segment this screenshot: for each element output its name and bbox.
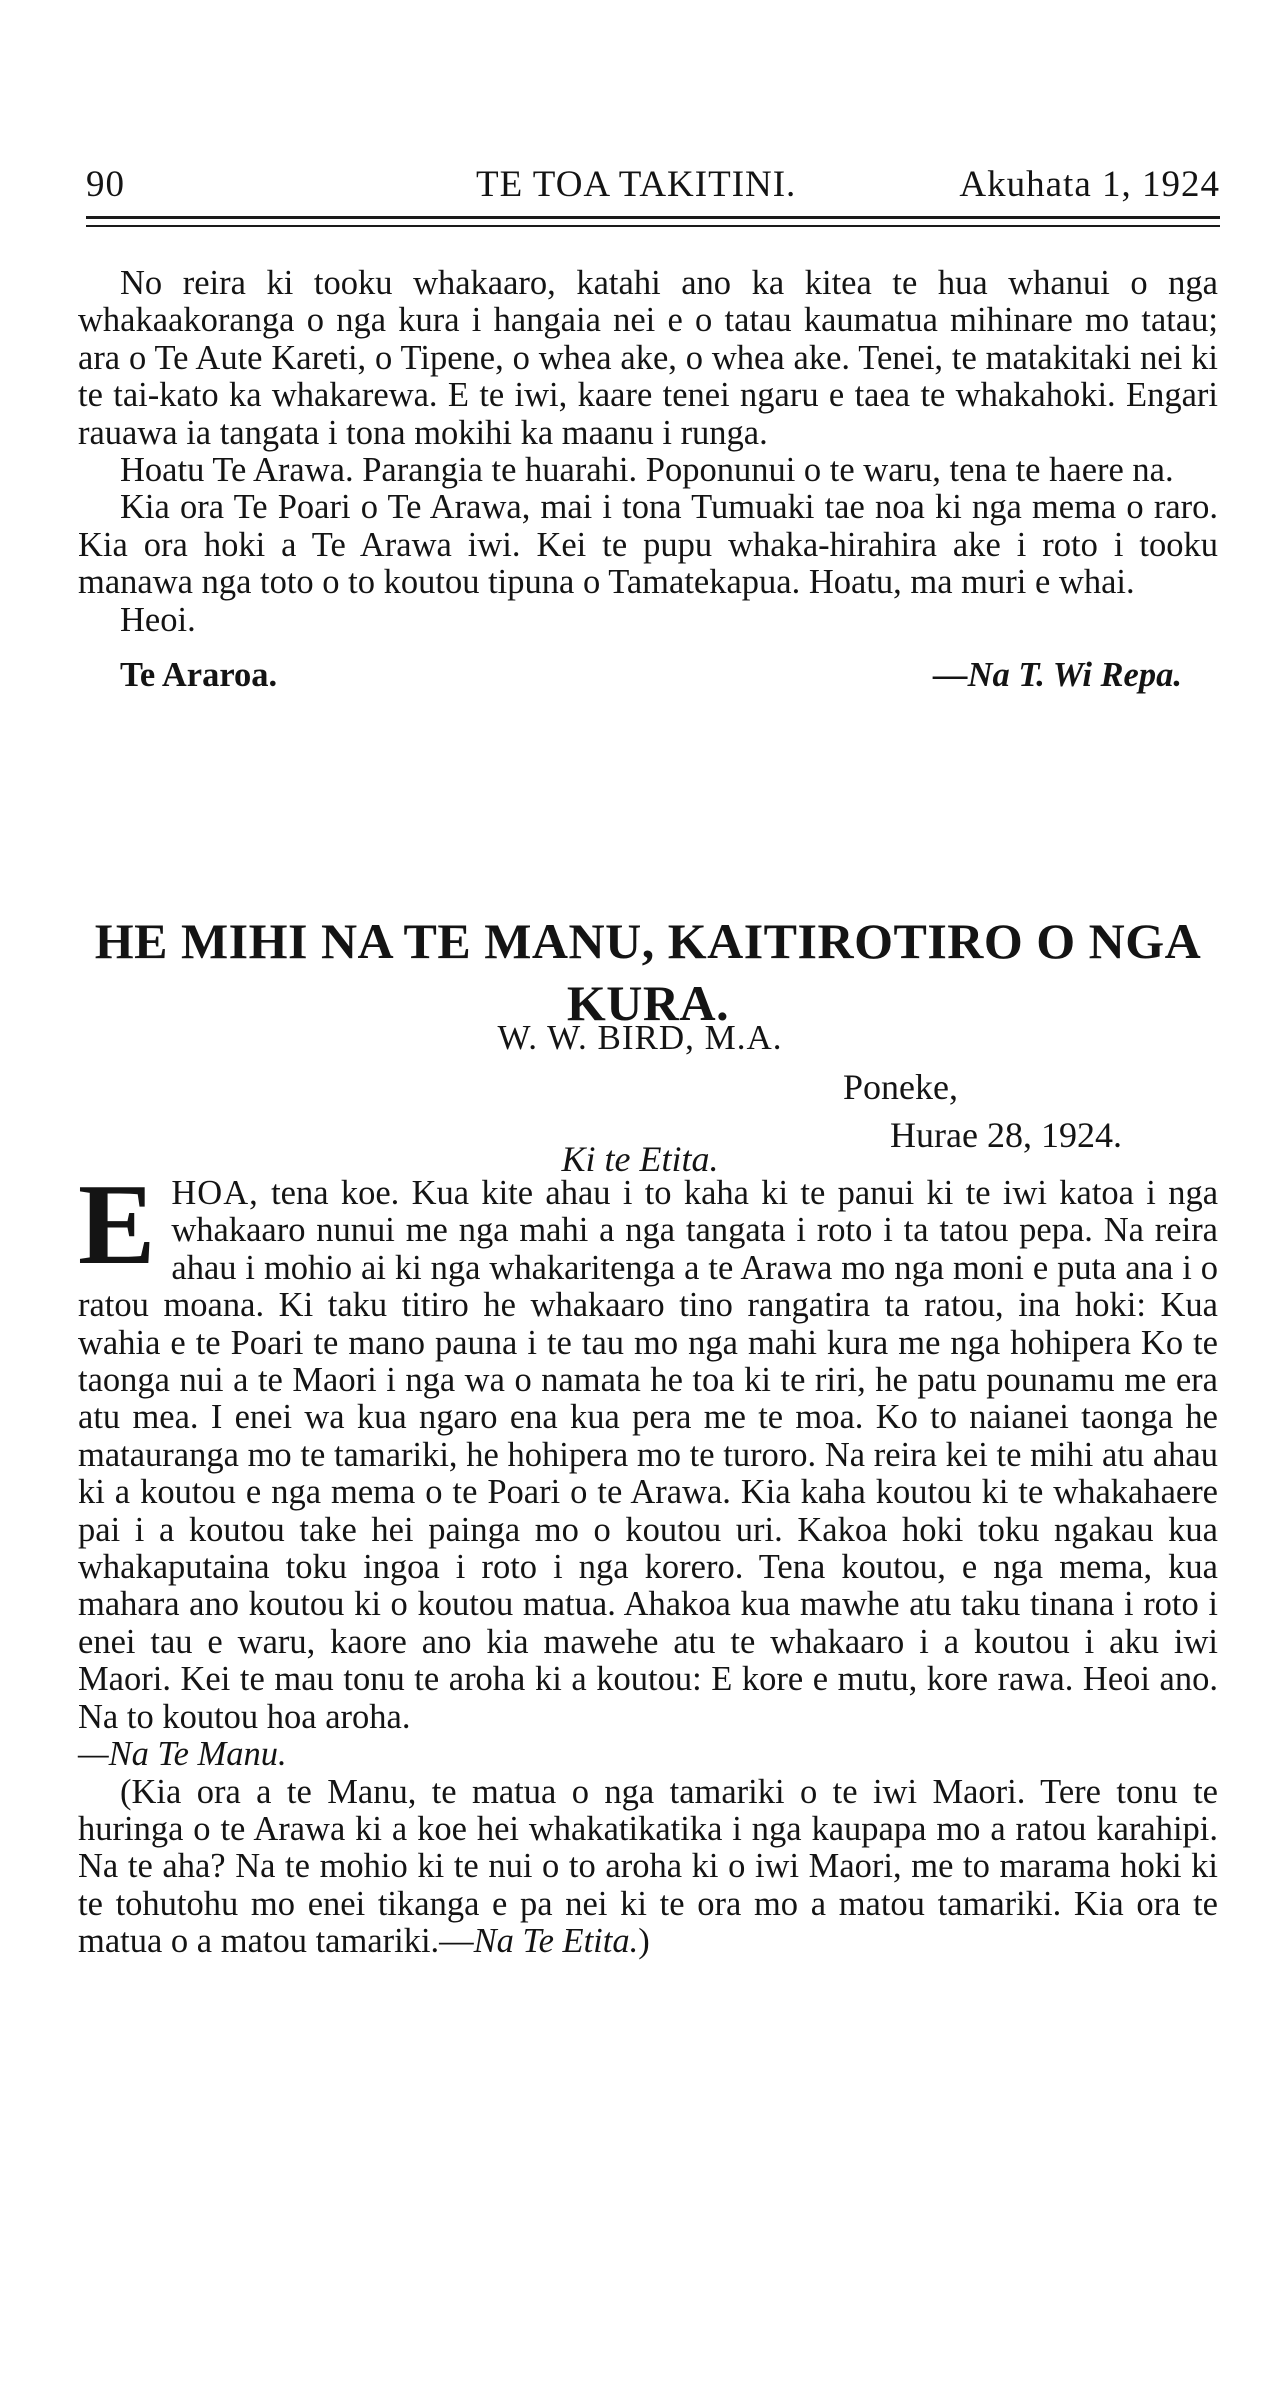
byline: W. W. BIRD, M.A. [497,1018,783,1057]
drop-cap: E [78,1161,156,1289]
editor-signature: Na Te Etita. [473,1922,639,1961]
lead-word: HOA, [171,1174,259,1212]
page-number: 90 [86,164,125,205]
paragraph: Hoatu Te Arawa. Parangia te huarahi. Poponunui o te waru, tena te haere na. [120,451,1174,490]
place-signature: Te Araroa. [120,656,278,695]
issue-date: Akuhata 1, 1924 [959,164,1220,205]
letter-signature: —Na Te Manu. [78,1735,287,1774]
letter-date: Hurae 28, 1924. [890,1115,1122,1155]
previous-article-continuation [78,265,1218,711]
editor-note-close: ) [638,1922,650,1961]
author-signature: —Na T. Wi Repa. [933,656,1182,695]
header-rule-bottom [86,225,1220,227]
article-heading: HE MIHI NA TE MANU, KAITIROTIRO O NGA KURA. [94,913,1202,1031]
signature-row [78,657,1218,711]
letter-paragraph [78,1161,1219,1736]
closing: Heoi. [120,600,196,639]
salutation: Ki te Etita. [561,1139,719,1179]
paragraph: No reira ki tooku whakaaro, katahi ano ka kitea te hua whanui o nga whakaakoranga o nga kura i hangaia nei e o tatau kaumatua mihinare mo tatau; ara o Te Aute Kareti, o Tipene, o whea ake, o whea ake. Tenei, te matakitaki nei ki te tai-kato ka whakarewa. E te iwi, kaare tenei ngaru e taea te whakahoki. Engari rauawa ia tangata i tona mokihi ka maanu i runga. [78,264,1218,452]
paragraph: Kia ora Te Poari o Te Arawa, mai i tona Tumuaki tae noa ki nga mema o raro. Kia ora hoki a Te Arawa iwi. Kei te pupu whaka-hirahira ake i roto i tooku manawa nga toto o to koutou tipuna o Tamatekapua. Hoatu, ma muri e whai. [78,488,1218,602]
header-rule-top [86,216,1220,219]
publication-title: TE TOA TAKITINI. [476,164,797,205]
editor-note [78,1774,1218,1961]
letter-text: tena koe. Kua kite ahau i to kaha ki te panui ki te iwi katoa i nga whakaaro nunui me nga mahi a nga tangata i roto i ta tatou pepa. Na reira ahau i mohio ai ki nga whakaritenga a te Arawa mo nga moni e puta ana i o ratou moana. Ki taku titiro he whakaaro tino rangatira ta ratou, ina hoki: Kua wahia e te Poari te mano pauna i te tau mo nga mahi kura me nga hohipera Ko te taonga nui a te Maori i nga wa o namata he toa ki te riri, he patu pounamu me era atu mea. I enei wa kua ngaro ena kua pera me te moa. Ko to naianei taonga he matauranga mo te tamariki, he hohipera mo te turoro. Na reira kei te mihi atu ahau ki a koutou e nga mema o te Poari o te Arawa. Kia kaha koutou ki te whakahaere pai i a koutou take hei painga mo o koutou uri. Kakoa hoki toku ngakau kua whakaputaina toku ingoa i roto i nga korero. Tena koutou, e nga mema, kua mahara ano koutou ki o koutou matua. Ahakoa kua mawhe atu taku tinana i roto i enei tau e waru, kaore ano kia mawehe atu te whakaaro i a koutou i aku iwi Maori. Kei te mau tonu te aroha ki a koutou: E kore e mutu, kore rawa. Heoi ano. Na to koutou hoa aroha. [78,1174,1219,1736]
editor-note-text: (Kia ora a te Manu, te matua o nga tamariki o te iwi Maori. Tere tonu te huringa o te Arawa ki a koe hei whakatikatika i nga kaupapa mo a ratou karahipi. Na te aha? Na te mohio ki te nui o to aroha ki o iwi Maori, me to marama hoki ki te tohutohu mo enei tikanga e pa nei ki te ora mo a matou tamariki. Kia ora te matua o a matou tamariki.— [78,1772,1218,1961]
running-header [86,163,1220,213]
letter-body [78,1161,1219,1961]
letter-place: Poneke, [843,1067,958,1107]
